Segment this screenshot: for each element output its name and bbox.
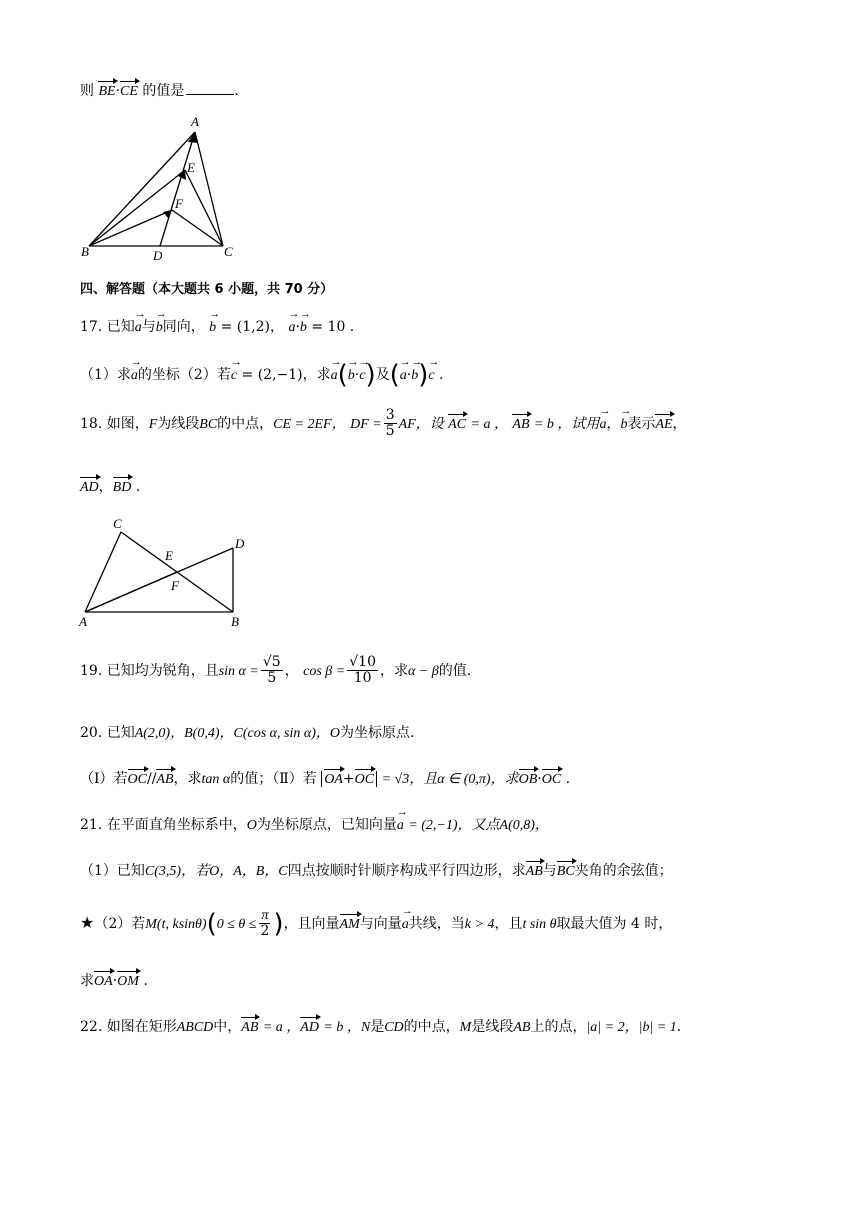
text: （2）若 [94, 915, 146, 932]
label-b: B [231, 614, 239, 629]
math: M [459, 1020, 472, 1035]
text: （Ⅰ）若 [80, 771, 128, 787]
vector-oa: OA [94, 974, 113, 989]
question-21-line4 [80, 970, 148, 990]
question-number: 19. [80, 662, 103, 679]
text: 及 [375, 367, 390, 383]
vector-oa: OA [324, 772, 343, 787]
question-17-line1 [80, 316, 354, 336]
section-heading: 四、解答题（本大题共 6 小题，共 70 分） [80, 282, 334, 297]
text: ，且向量 [283, 915, 340, 932]
question-number: 22. [80, 1019, 103, 1035]
dot: · [537, 771, 542, 787]
math: O [246, 818, 257, 833]
text: 求 [80, 973, 94, 989]
question-number: 20. [80, 725, 103, 741]
intro-line [80, 80, 239, 100]
question-number: 21. [80, 817, 103, 833]
vector-ab: AB [241, 1020, 259, 1035]
math: α − β [407, 663, 439, 679]
comma: ， [98, 479, 113, 495]
math: = a ， [262, 1020, 301, 1035]
label-c: C [113, 516, 122, 531]
paren: ) [418, 360, 429, 390]
math: AF，设 [398, 416, 444, 432]
period: . [234, 83, 239, 99]
text: 如图在矩形 [106, 1019, 177, 1035]
text: 的中点， [403, 1019, 460, 1035]
math: |b| = 1 [638, 1020, 677, 1035]
paren: ) [273, 908, 284, 939]
math: C(cos α, sin α)， [233, 726, 330, 741]
math: M(t, ksinθ) [145, 916, 207, 932]
vector-oc: OC [354, 772, 375, 787]
vector-ab: AB [156, 772, 174, 787]
vector-a: → a [599, 417, 606, 433]
label-e: E [165, 548, 173, 563]
text: 与 [141, 319, 156, 335]
vector-a: → a [400, 368, 407, 384]
math: AB [513, 1020, 531, 1035]
vector-ad: AD [300, 1020, 319, 1035]
math: F [148, 416, 158, 432]
denominator: 2 [260, 923, 270, 940]
question-21-line1 [80, 814, 549, 834]
math: O，A，B，C [209, 864, 288, 879]
period: . [565, 771, 571, 787]
question-22 [80, 1016, 681, 1036]
dot: · [406, 367, 412, 383]
value: = (2,−1)，求 [241, 367, 331, 383]
text: （1）求 [80, 367, 131, 383]
vector-ab: AB [512, 416, 530, 432]
fraction [384, 408, 397, 440]
math: O [329, 726, 340, 741]
vector-am: AM [339, 916, 360, 932]
text: 四点按顺时针顺序构成平行四边形，求 [287, 863, 526, 879]
math: BC [199, 416, 218, 432]
math: = √3，且 [381, 772, 438, 787]
text: 则 [80, 83, 94, 99]
text: 已知 [106, 319, 135, 335]
paren: ( [337, 360, 348, 390]
value: = 10 . [311, 319, 355, 335]
math: k > 4 [464, 916, 495, 932]
math: C(3,5)，若 [144, 864, 210, 879]
triangle-figure-1 [75, 110, 245, 265]
math: CE = 2EF， [273, 416, 346, 432]
math: CD [384, 1020, 404, 1035]
question-number: 18. [80, 415, 103, 432]
label-f: F [175, 196, 183, 211]
paren: ( [206, 908, 217, 939]
question-20-line2 [80, 768, 570, 788]
vector-ac: AC [448, 416, 467, 432]
vector-a: → a [131, 368, 138, 384]
label-e: E [187, 160, 195, 175]
label-b: B [81, 244, 89, 259]
vector-b: → b [411, 368, 418, 384]
text: 与 [542, 863, 557, 879]
label-c: C [224, 244, 233, 259]
text: 表示 [627, 415, 656, 432]
vector-c: → c [359, 368, 365, 384]
text: 在平面直角坐标系中， [106, 817, 247, 833]
vector-oc: OC [541, 772, 562, 787]
math: DF = [350, 416, 382, 432]
star-icon: ★ [80, 912, 95, 932]
vector-ad: AD [80, 480, 99, 495]
math: = a ， [470, 416, 508, 432]
paren: ( [389, 360, 400, 390]
fraction [347, 655, 378, 687]
text: 夹角的余弦值； [574, 863, 673, 879]
text: 为线段 [157, 415, 200, 432]
math: sin α = [218, 663, 259, 679]
math: = (2,−1)，又点 [408, 818, 500, 833]
vector-a: → a [135, 320, 142, 336]
text: 的值是 [142, 83, 185, 99]
question-18-line2 [80, 476, 140, 496]
denominator: 5 [385, 423, 395, 440]
comma: ， [672, 415, 687, 432]
plus: + [342, 771, 355, 787]
vector-bc: BC [556, 864, 575, 879]
text: 为坐标原点，已知向量 [256, 817, 397, 833]
vector-ab: AB [525, 864, 543, 879]
parallel: // [146, 771, 157, 787]
label-a: A [79, 614, 87, 629]
text: 的坐标（2）若 [137, 367, 231, 383]
vector-b: → b [156, 320, 163, 336]
denominator: 5 [267, 670, 277, 687]
vector-ob: OB [518, 772, 538, 787]
text: 与向量 [359, 915, 402, 932]
vector-a: → a [397, 818, 404, 834]
fraction [258, 908, 271, 940]
question-17-line2 [80, 362, 444, 388]
vector-c: → c [428, 368, 434, 384]
vector-be: BE [98, 84, 116, 99]
text: 的中点， [217, 415, 274, 432]
label-d: D [235, 536, 245, 551]
dot: · [115, 83, 121, 99]
dot: · [295, 319, 300, 335]
numerator: π [261, 908, 269, 923]
math: = b ， [323, 1020, 361, 1035]
vector-b: → b [620, 417, 627, 433]
text: ，求 [379, 662, 408, 679]
numerator: 3 [385, 407, 395, 423]
text: 中， [213, 1019, 242, 1035]
answer-blank [186, 94, 234, 95]
text: 的值；（Ⅱ）若 [230, 771, 317, 787]
vector-bd: BD [112, 480, 132, 495]
math: N [360, 1020, 371, 1035]
question-18-line1 [80, 408, 687, 440]
vector-a: → a [331, 368, 338, 384]
text: （1）已知 [80, 863, 145, 879]
math: ABCD [176, 1020, 214, 1035]
text: ，且 [494, 915, 523, 932]
math: = b ，试用 [533, 416, 600, 432]
text: 已知均为锐角，且 [106, 662, 219, 679]
math: tan α [201, 772, 231, 787]
numerator: √10 [349, 654, 376, 670]
period: . [143, 973, 148, 989]
numerator: √5 [262, 654, 281, 670]
vector-a: → a [402, 917, 409, 933]
text: 为坐标原点. [339, 725, 415, 741]
text: 如图， [106, 415, 149, 432]
math: 0 ≤ θ ≤ [216, 916, 257, 932]
vector-ce: CE [120, 84, 138, 99]
vector-b: → b [300, 320, 307, 336]
paren: ) [365, 360, 376, 390]
question-21-line3 [80, 908, 672, 940]
text: 同向， [162, 319, 205, 335]
vector-c: → c [231, 368, 237, 384]
dot: · [354, 367, 360, 383]
comma: ， [606, 415, 621, 432]
text: ，求 [173, 771, 202, 787]
question-19: 19. 已知均为锐角，且sin α = $\frac{√5}{5}$ ， cos β = $\frac{√10}{10}$ ，求α − β的值. [80, 654, 472, 687]
dot: · [112, 973, 118, 989]
period: . [676, 1019, 682, 1035]
vector-a: → a [288, 320, 295, 336]
text: 是 [370, 1019, 385, 1035]
denominator: 10 [353, 670, 372, 687]
period: . [439, 367, 444, 383]
text: 已知 [106, 725, 135, 741]
question-20-line1 [80, 722, 414, 742]
math: B(0,4)， [184, 726, 234, 741]
math: A(0,8)， [499, 818, 549, 833]
text: 是线段 [471, 1019, 514, 1035]
math: A(2,0)， [134, 726, 185, 741]
text: 的值. [438, 662, 472, 679]
value: = (1,2)， [220, 319, 284, 335]
math: t sin θ [522, 916, 557, 932]
text: 上的点， [530, 1019, 587, 1035]
quadrilateral-figure-2 [75, 510, 255, 635]
question-21-line2 [80, 860, 673, 880]
vector-om: OM [117, 974, 139, 989]
question-number: 17. [80, 319, 103, 335]
label-d: D [153, 248, 163, 263]
fraction [261, 655, 283, 687]
vector-oc: OC [127, 772, 147, 787]
vector-b: → b [209, 320, 216, 336]
text: 共线，当 [408, 915, 465, 932]
math: cos β = [303, 663, 346, 679]
label-f: F [171, 578, 179, 593]
vector-ae: AE [655, 416, 673, 432]
period: . [135, 479, 141, 495]
text: 取最大值为 4 时， [556, 915, 673, 932]
label-a: A [191, 114, 199, 129]
vector-b: → b [348, 368, 355, 384]
math: |a| = 2， [586, 1020, 639, 1035]
math: α ∈ (0,π)，求 [437, 772, 519, 787]
